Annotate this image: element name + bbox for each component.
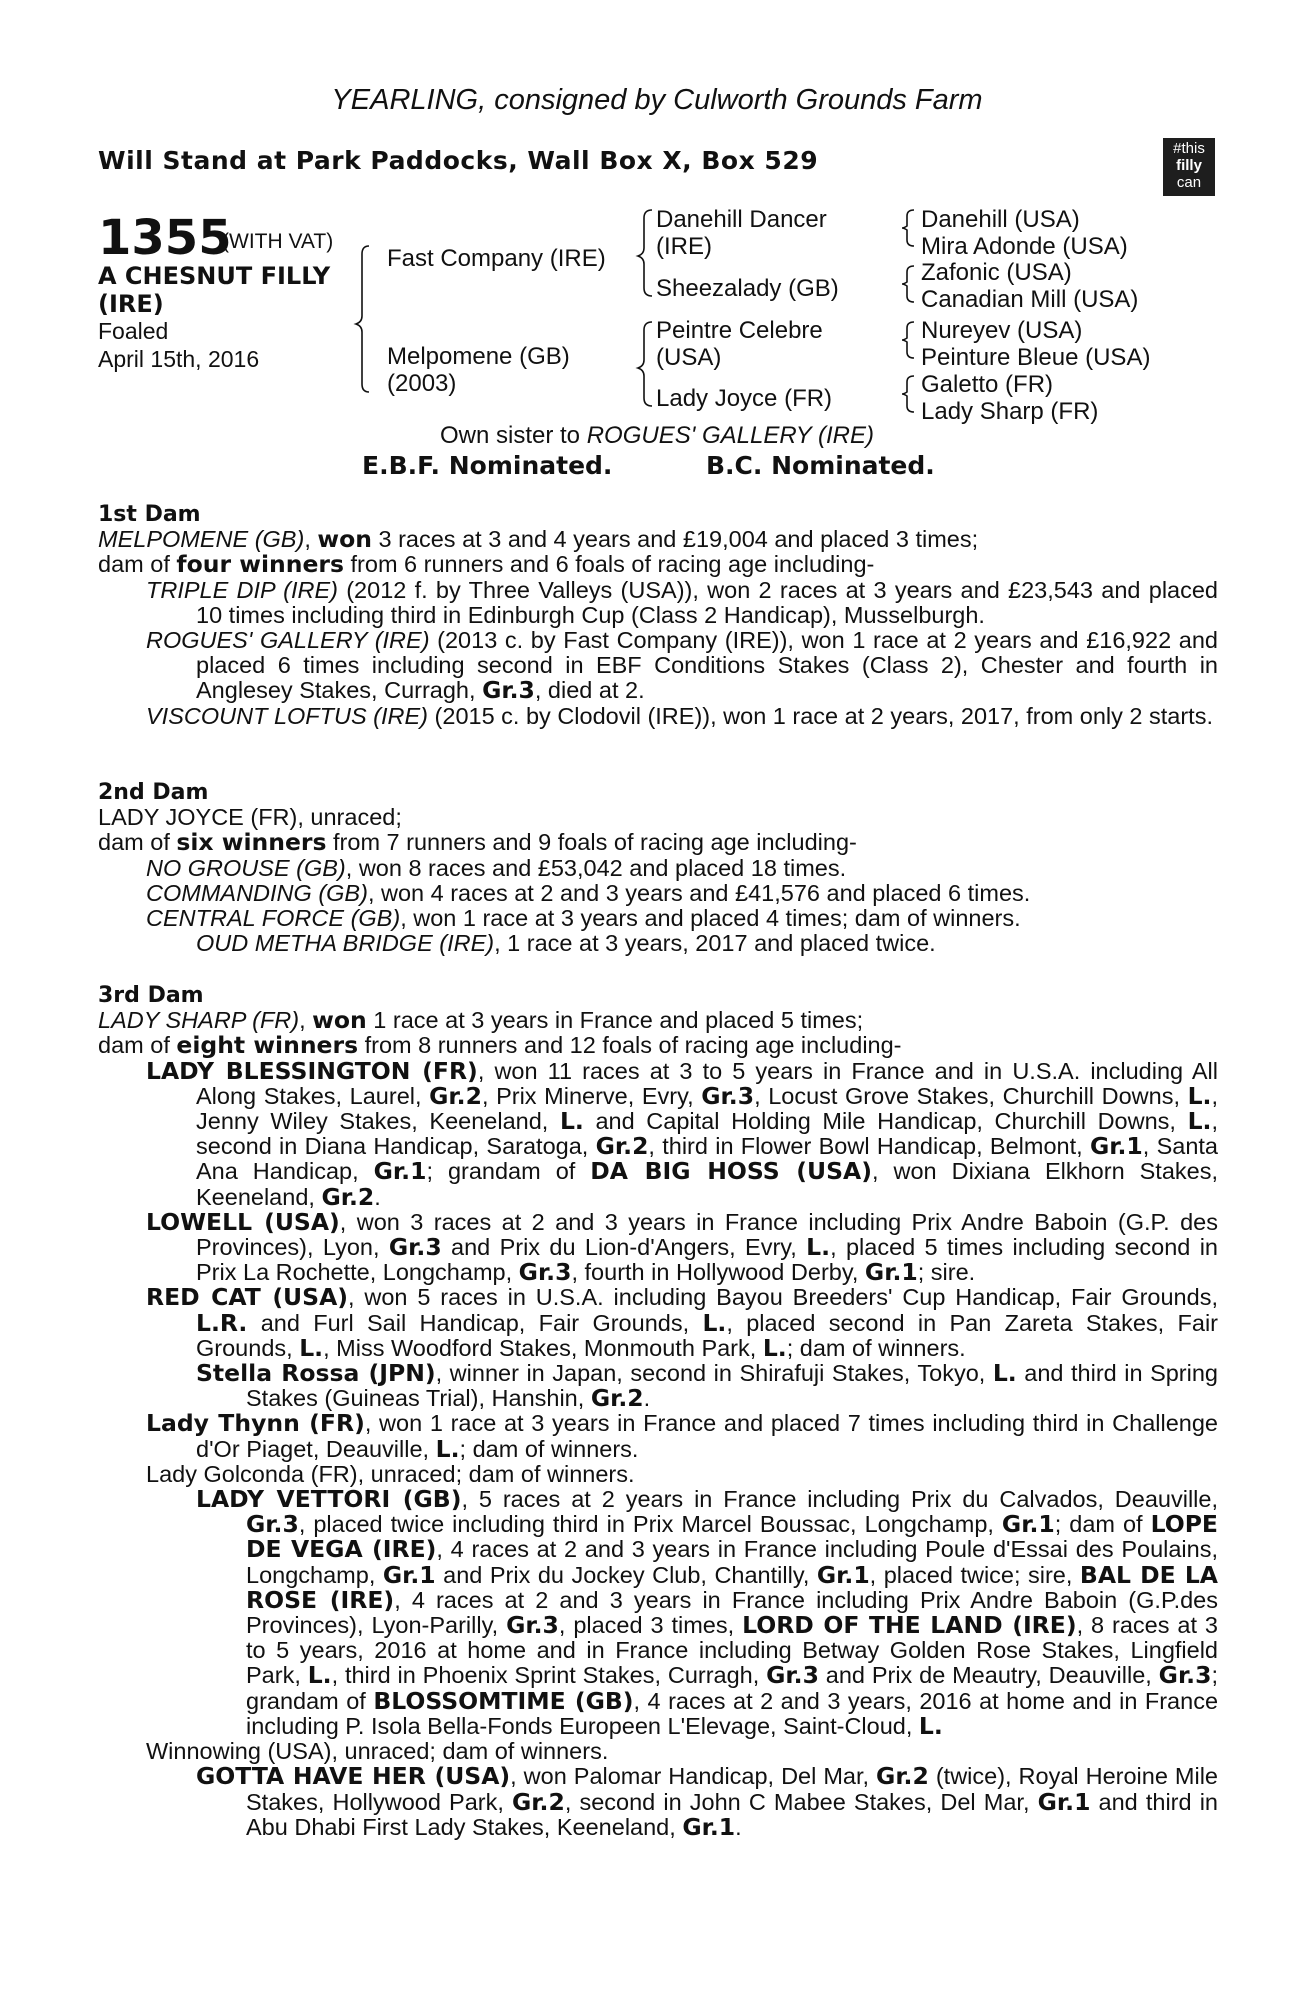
bold-run: four winners [176,550,344,579]
pedigree-dam-year: (2003) [387,370,457,397]
text-run: LADY JOYCE (FR), unraced; [98,804,402,831]
bold-run: L. [299,1333,324,1362]
text-run: and third in Abu Dhabi First Lady Stakes, Keeneland, [246,1788,1218,1840]
bold-run: L. [307,1661,332,1690]
bold-run: six winners [176,828,327,857]
bold-run: LADY VETTORI (GB) [196,1485,462,1514]
pedigree-entry [98,628,1218,704]
brace-sire [638,210,652,296]
pedigree-entry [98,906,1218,931]
italic-name: ROGUES' GALLERY (IRE) [146,627,430,654]
sister-name: ROGUES' GALLERY (IRE) [586,422,875,449]
text-run: and Prix du Lion-d'Angers, Evry, [441,1234,807,1261]
pedigree-sire-dam: Sheezalady (GB) [656,275,839,302]
text-run: , Santa Ana Handicap, [196,1133,1218,1185]
pedigree-dam-name: Melpomene (GB) [387,343,570,370]
bold-run: L. [559,1107,584,1136]
text-run: . [643,1385,651,1412]
bold-run: L. [806,1233,831,1262]
text-run: and Prix de Meautry, Deauville, [818,1662,1159,1689]
pedigree-entry [98,1487,1218,1739]
bold-run: LOPE DE VEGA (IRE) [246,1510,1218,1564]
italic-name: CENTRAL FORCE (GB) [146,905,401,932]
bold-run: Gr.1 [816,1560,870,1589]
brace-ds [902,322,914,358]
bold-run: Gr.1 [864,1258,918,1287]
section-3rd-dam [98,983,1218,1840]
pedigree-entry [98,931,1218,956]
pedigree-sds: Zafonic (USA) [921,259,1072,286]
hashtag-line-2: filly [1176,157,1202,174]
pedigree-ss-line1: Danehill Dancer [656,206,827,233]
sister-note [0,422,1314,450]
section-heading: 1st Dam [98,502,201,527]
italic-name: MELPOMENE (GB) [98,526,305,553]
pedigree-ss-line2: (IRE) [656,233,712,260]
pedigree-sdd: Canadian Mill (USA) [921,286,1139,313]
text-run: ; grandam of [246,1662,1218,1714]
pedigree-entry [98,1764,1218,1840]
text-run: (twice), Royal Heroine Mile Stakes, Hollywood Park, [246,1763,1218,1815]
text-run: and Capital Holding Mile Handicap, Churchill Downs, [583,1108,1188,1135]
bold-run: Gr.3 [701,1081,755,1110]
text-run: , second in Diana Handicap, Saratoga, [196,1108,1218,1160]
bold-run: Gr.3 [482,676,535,705]
text-run: , placed second in Pan Zareta Stakes, Fair Grounds, [196,1309,1218,1361]
italic-name: NO GROUSE (GB) [146,854,346,881]
bold-run: Gr.2 [595,1132,649,1161]
text-run: , won 1 race at 3 years in France and placed 7 times including third in Challenge d'Or Piaget, Deauville, [196,1410,1218,1462]
bold-run: Gr.2 [429,1081,482,1110]
text-run: , Miss Woodford Stakes, Monmouth Park, [323,1334,763,1361]
sister-prefix: Own sister to [439,422,587,449]
bold-run: L. [1187,1107,1212,1136]
bold-run: LORD OF THE LAND (IRE) [742,1611,1077,1640]
italic-name: OUD METHA BRIDGE (IRE) [196,930,495,957]
text-run: , third in Flower Bowl Handicap, Belmont, [648,1133,1090,1160]
lot-number: 1355 [98,210,232,266]
pedigree-sss: Danehill (USA) [921,206,1080,233]
hashtag-line-3: can [1176,174,1202,191]
text-run: from 6 runners and 6 foals of racing age including- [344,551,875,578]
pedigree-entry [98,1056,1219,1211]
text-run: , 1 race at 3 years, 2017 and placed twice. [494,930,936,957]
text-run: , fourth in Hollywood Derby, [571,1259,865,1286]
pedigree-gen3-sire-side [921,206,1138,313]
bold-run: Gr.1 [382,1560,436,1589]
bold-run: LOWELL (USA) [146,1207,340,1236]
pedigree-entry [98,1008,1218,1033]
bold-run: Gr.1 [1037,1787,1091,1816]
section-body [98,1008,1218,1840]
text-run: , Jenny Wiley Stakes, Keeneland, [196,1082,1219,1135]
brace-ss [902,210,914,246]
sex-color: A CHESNUT FILLY (IRE) [98,262,331,318]
pedigree-ssd: Mira Adonde (USA) [921,233,1128,260]
section-heading: 3rd Dam [98,983,204,1008]
text-run: , placed twice; sire, [869,1561,1080,1588]
bold-run: L. [1187,1081,1212,1110]
bold-run: L. [762,1333,787,1362]
bold-run: L. [918,1711,943,1740]
text-run: , 8 races at 3 to 5 years, 2016 at home and in France including Betway Golden Rose Stakes, Lingfield Park, [246,1612,1218,1689]
pedigree-dam [387,343,570,397]
section-body [98,805,1218,956]
section-body [98,527,1218,729]
text-run: ; sire. [917,1259,976,1286]
bold-run: Gr.1 [682,1812,736,1841]
pedigree-dam-sire [656,317,823,371]
bold-run: Gr.3 [388,1233,442,1262]
pedigree-ds-line2: (USA) [656,344,722,371]
text-run: dam of [98,829,177,856]
pedigree-sire-sire [656,206,827,260]
text-run: , won 5 races in U.S.A. including Bayou Breeders' Cup Handicap, Fair Grounds, [348,1284,1218,1311]
text-run: ; grandam of [426,1158,591,1185]
text-run: , won 3 races at 2 and 3 years in France including Prix Andre Baboin (G.P. des Provinces), Lyon, [196,1208,1218,1261]
text-run: , [304,526,318,553]
text-run: 3 races at 3 and 4 years and £19,004 and placed 3 times; [371,526,979,553]
section-heading: 2nd Dam [98,780,209,805]
text-run: , second in John C Mabee Stakes, Del Mar, [564,1788,1038,1815]
bold-run: RED CAT (USA) [146,1283,348,1312]
text-run: ; dam of winners. [459,1435,639,1462]
text-run: , placed twice including third in Prix Marcel Boussac, Longchamp, [298,1511,1002,1538]
pedigree-entry [98,704,1218,729]
text-run: , placed 5 times including second in Prix La Rochette, Longchamp, [196,1234,1218,1286]
text-run: , 5 races at 2 years in France including Prix du Calvados, Deauville, [461,1486,1218,1513]
text-run: and Furl Sail Handicap, Fair Grounds, [247,1309,703,1336]
text-run: , 4 races at 2 and 3 years, 2016 at home and in France including P. Isola Bella-Fonds Europeen L'Elevage, Saint-Cloud, [246,1687,1219,1739]
bold-run: Stella Rossa (JPN) [196,1359,436,1388]
text-run: , won Dixiana Elkhorn Stakes, Keeneland, [196,1158,1219,1210]
bold-run: L.R. [196,1308,248,1337]
brace-dd [902,376,914,412]
bold-run: BAL DE LA ROSE (IRE) [246,1560,1218,1614]
text-run: , third in Phoenix Sprint Stakes, Curragh, [331,1662,767,1689]
bold-run: Gr.2 [876,1762,929,1791]
bold-run: Gr.3 [506,1611,559,1640]
pedigree-entry [98,1411,1218,1461]
foaled-label: Foaled [98,318,169,344]
text-run: (2015 c. by Clodovil (IRE)), won 1 race at 2 years, 2017, from only 2 starts. [428,702,1213,729]
bold-run: Gr.3 [518,1258,572,1287]
bold-run: Gr.2 [512,1787,565,1816]
bold-run: Gr.3 [246,1510,299,1539]
brace-dam [638,322,652,406]
text-run: , placed 3 times, [558,1612,743,1639]
bold-run: Gr.3 [1158,1661,1212,1690]
foaled-date: April 15th, 2016 [98,346,260,372]
pedigree-entry [98,578,1218,628]
pedigree-ds-line1: Peintre Celebre [656,317,823,344]
pedigree-dss: Nureyev (USA) [921,317,1083,344]
pedigree-dds: Galetto (FR) [921,371,1054,398]
text-run: , [299,1007,313,1034]
text-run: and third in Spring Stakes (Guineas Trial), Hanshin, [246,1360,1218,1412]
bc-nominated: B.C. Nominated. [706,451,935,480]
bold-run: Gr.2 [321,1182,375,1211]
pedigree-ddd: Lady Sharp (FR) [921,398,1099,425]
pedigree-entry [98,1285,1218,1361]
pedigree-entry [98,527,1218,552]
pedigree-dam-dam: Lady Joyce (FR) [656,385,833,412]
bold-run: Gr.1 [373,1157,427,1186]
italic-name: VISCOUNT LOFTUS (IRE) [146,702,429,729]
text-run: , won 1 race at 3 years and placed 4 times; dam of winners. [400,905,1021,932]
text-run: ; dam of [1054,1511,1151,1538]
pedigree-entry [98,1739,1218,1764]
bold-run: eight winners [176,1031,359,1060]
text-run: . [735,1813,742,1840]
text-run: , won Palomar Handicap, Del Mar, [510,1763,877,1790]
text-run: , won 8 races and £53,042 and placed 18 times. [345,854,847,881]
text-run: from 7 runners and 9 foals of racing age including- [326,829,857,856]
bold-run: Gr.2 [590,1384,644,1413]
stand-location: Will Stand at Park Paddocks, Wall Box X, Box 529 [98,146,819,175]
text-run: Winnowing (USA), unraced; dam of winners. [146,1738,609,1765]
bold-run: DA BIG HOSS (USA) [590,1157,872,1186]
bold-run: Gr.1 [1001,1510,1055,1539]
text-run: from 8 runners and 12 foals of racing age including- [358,1032,902,1059]
bold-run: Gr.3 [766,1661,819,1690]
text-run: , won 4 races at 2 and 3 years and £41,576 and placed 6 times. [367,879,1031,906]
brace-gen1 [356,246,369,392]
pedigree-gen3-dam-side [921,317,1150,425]
text-run: and Prix du Jockey Club, Chantilly, [435,1561,817,1588]
text-run: , Prix Minerve, Evry, [481,1082,702,1109]
bold-run: L. [992,1359,1017,1388]
pedigree-entry [98,1207,1218,1287]
bold-run: Lady Thynn (FR) [146,1409,365,1438]
text-run: (2013 c. by Fast Company (IRE)), won 1 race at 2 years and £16,922 and placed 6 times including second in EBF Conditions Stakes (Class 2), Chester and fourth in Anglesey Stakes, Curragh, [196,627,1218,704]
section-1st-dam [98,502,1218,729]
bold-run: GOTTA HAVE HER (USA) [196,1762,511,1791]
bold-run: BLOSSOMTIME (GB) [373,1686,634,1715]
bold-run: L. [702,1308,727,1337]
ebf-nominated: E.B.F. Nominated. [362,451,613,480]
text-run: , 4 races at 2 and 3 years in France including Prix Andre Baboin (G.P.des Provinces), Lyon-Parilly, [246,1586,1219,1639]
text-run: dam of [98,1032,177,1059]
text-run: ; dam of winners. [786,1334,966,1361]
text-run: , winner in Japan, second in Shirafuji Stakes, Tokyo, [435,1360,993,1387]
italic-name: TRIPLE DIP (IRE) [146,576,338,603]
pedigree-entry [98,1033,1218,1058]
text-run: . [374,1183,381,1210]
text-run: dam of [98,551,177,578]
bold-run: won [317,525,372,554]
pedigree-entry [98,881,1218,906]
text-run: (2012 f. by Three Valleys (USA)), won 2 races at 3 years and £23,543 and placed 10 times including third in Edinburgh Cup (Class 2 Handicap), Musselburgh. [196,576,1218,628]
text-run: Lady Golconda (FR), unraced; dam of winners. [146,1460,635,1487]
pedigree-dsd: Peinture Bleue (USA) [921,344,1151,371]
pedigree-entry [98,805,1218,830]
bold-run: Gr.1 [1089,1132,1143,1161]
section-2nd-dam [98,780,1218,956]
hashtag-line-1: #this [1173,140,1205,157]
text-run: , died at 2. [534,677,645,704]
text-run: , Locust Grove Stakes, Churchill Downs, [754,1082,1188,1109]
bold-run: won [312,1006,367,1035]
text-run: 1 race at 3 years in France and placed 5 times; [366,1007,864,1034]
pedigree-sire: Fast Company (IRE) [387,245,606,272]
consignor-line: YEARLING, consigned by Culworth Grounds Farm [331,84,983,116]
italic-name: COMMANDING (GB) [146,879,368,906]
bold-run: L. [435,1434,460,1463]
pedigree-entry [98,1361,1218,1411]
pedigree-entry [98,830,1218,855]
bold-run: LADY BLESSINGTON (FR) [146,1056,478,1085]
text-run: , 4 races at 2 and 3 years in France including Poule d'Essai des Poulains, Longchamp, [246,1536,1218,1588]
pedigree-entry [98,856,1218,881]
vat-note: (WITH VAT) [222,230,334,253]
pedigree-entry [98,1462,1218,1487]
text-run: , won 11 races at 3 to 5 years in France and in U.S.A. including All Along Stakes, Laurel, [196,1057,1218,1109]
brace-sd [902,266,914,302]
italic-name: LADY SHARP (FR) [98,1007,300,1034]
pedigree-entry [98,552,1218,577]
